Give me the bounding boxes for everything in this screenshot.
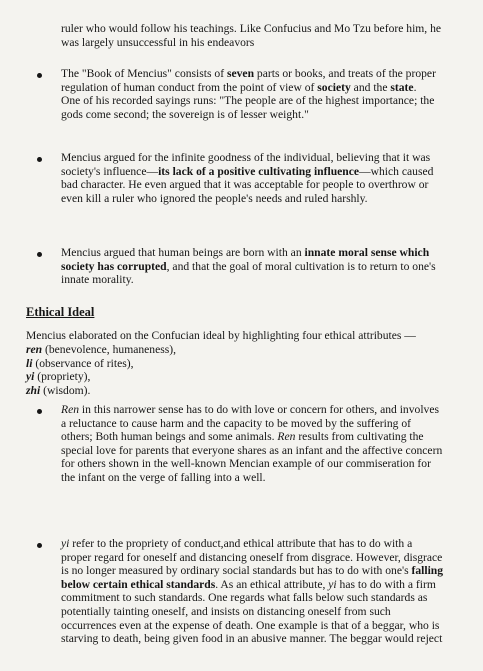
text: (benevolence, humaneness), <box>42 342 177 356</box>
bold-text: seven <box>226 67 255 80</box>
attribute-yi <box>26 370 466 384</box>
bold-text: falling <box>411 564 444 578</box>
bullet-marker <box>37 409 42 414</box>
term: Ren <box>277 430 296 444</box>
term: li <box>26 356 33 370</box>
bold-text: innate moral sense which <box>304 246 430 259</box>
term: yi <box>328 577 337 591</box>
line: ruler who would follow his teachings. Like Confucius and Mo Tzu before him, he <box>61 22 442 35</box>
text: and the <box>350 80 391 94</box>
term: ren <box>26 342 43 356</box>
text: parts or books, and treats of the proper <box>254 67 436 80</box>
bullet-innate-moral-sense <box>61 246 463 287</box>
line: proper regard for oneself and distancing oneself from disgrace. However, disgrace <box>61 550 443 564</box>
line: bad character. He even argued that it was acceptable for people to overthrow or <box>61 178 429 192</box>
line: was largely unsuccessful in his endeavors <box>61 35 255 49</box>
bullet-marker <box>37 252 42 257</box>
attribute-zhi <box>26 384 466 398</box>
line: occurrences even at the expense of death. One example is that of a beggar, who is <box>61 618 440 632</box>
text: . As an ethical attribute, <box>215 577 329 591</box>
text: results from cultivating the <box>295 430 424 444</box>
line: the infant on the verge of falling into a well. <box>61 470 266 484</box>
text: (observance of rites), <box>32 356 134 370</box>
line: gods come second; the sovereign is of lesser weight." <box>61 107 309 121</box>
intro-line: Mencius elaborated on the Confucian ideal by highlighting four ethical attributes — <box>26 329 416 342</box>
line: special love for parents that everyone shares as an infant and the affective concern <box>61 443 443 457</box>
bullet-marker <box>37 543 42 548</box>
text: others; Both human beings and some animals. <box>61 430 278 444</box>
section-heading: Ethical Ideal <box>26 305 95 319</box>
text: (wisdom). <box>40 384 91 398</box>
bullet-yi <box>61 537 463 646</box>
bullet-book-of-mencius <box>61 67 463 121</box>
bold-text: its lack of a positive cultivating influence <box>158 164 360 178</box>
bold-text: below certain ethical standards <box>61 577 216 591</box>
line: for others shown in the well-known Mencian example of our commiseration for <box>61 457 431 471</box>
text: The "Book of Mencius" consists of <box>61 67 227 80</box>
text: (propriety), <box>34 370 91 384</box>
line: potentially tainting oneself, and insists on distancing oneself from such <box>61 604 391 618</box>
text: in this narrower sense has to do with love or concern for others, and involves <box>79 403 439 416</box>
term: zhi <box>26 384 41 398</box>
text: , and that the goal of moral cultivation is to return to one's <box>166 259 436 273</box>
text: has to do with a firm <box>336 577 436 591</box>
line: Mencius argued for the infinite goodness of the individual, believing that it was <box>61 151 431 164</box>
term: yi <box>61 537 70 550</box>
bullet-ren <box>61 403 463 485</box>
line: commitment to such standards. One regards what falls below such standards as <box>61 591 428 605</box>
line: One of his recorded sayings runs: "The people are of the highest importance; the <box>61 94 435 108</box>
line: a reluctance to cause harm and the capacity to be moved by the suffering of <box>61 416 412 430</box>
term: Ren <box>61 403 80 416</box>
bullet-marker <box>37 73 42 78</box>
line: even kill a ruler who ignored the people's needs and ruled harshly. <box>61 191 368 205</box>
bullet-infinite-goodness <box>61 151 463 205</box>
term: yi <box>26 370 35 384</box>
bold-text: state <box>390 80 414 94</box>
text: regulation of human conduct from the point of view of <box>61 80 318 94</box>
bold-text: society has corrupted <box>61 259 167 273</box>
bullet-marker <box>37 157 42 162</box>
text: . <box>413 80 417 94</box>
line: innate morality. <box>61 273 134 287</box>
attribute-ren <box>26 343 466 357</box>
line: starving to death, being given food in an abusive manner. The beggar would reject <box>61 632 443 646</box>
text: Mencius argued that human beings are born with an <box>61 246 305 259</box>
bold-text: society <box>317 80 351 94</box>
ethical-ideal-intro <box>26 329 466 398</box>
paragraph-continuation <box>61 22 463 49</box>
text: refer to the propriety of conduct,and ethical attribute that has to do with a <box>69 537 413 550</box>
text: society's influence— <box>61 164 159 178</box>
text: —which caused <box>359 164 434 178</box>
attribute-li <box>26 357 466 371</box>
text: is no longer measured by ordinary social standards but has to do with one's <box>61 564 412 578</box>
